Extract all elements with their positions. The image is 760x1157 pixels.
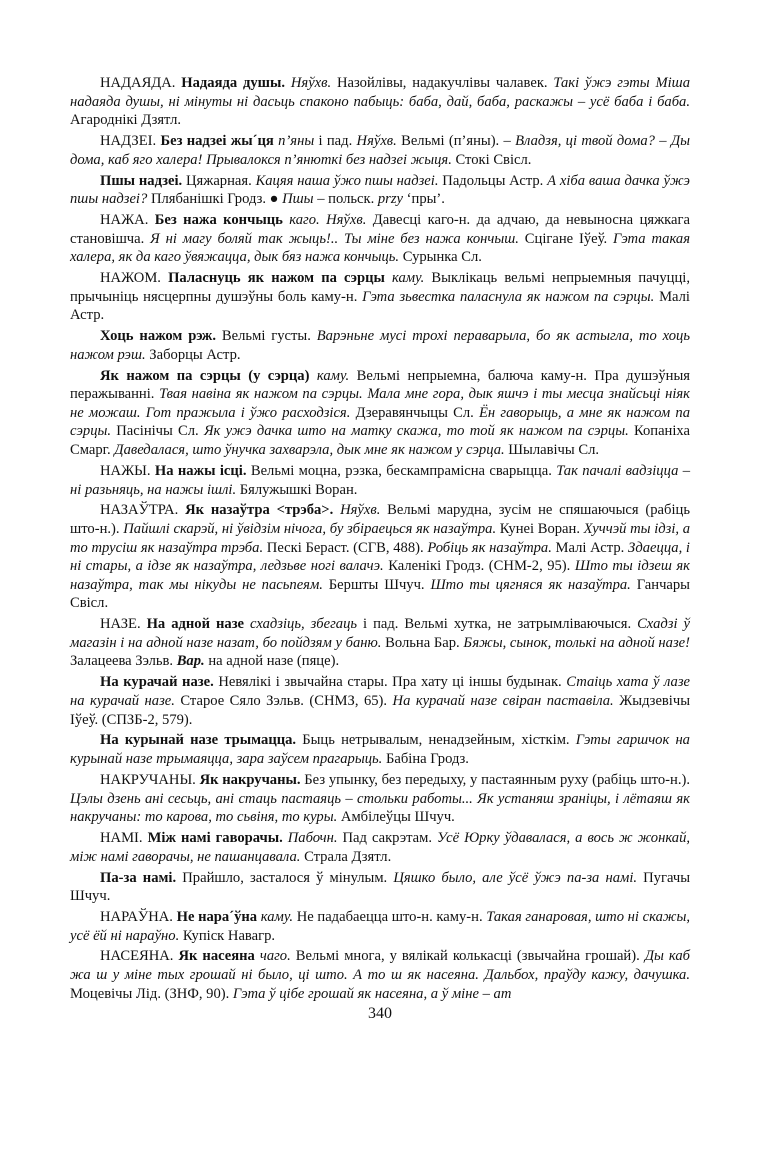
headword-phrase: Як назаўтра <трэба>. [185,502,334,519]
headword-phrase: Як насеяна [178,948,255,965]
italic-text: Няўхв. [290,75,332,91]
headword-phrase: Па-за намі. [100,869,177,886]
italic-text: Усё Юрку ўдавалася, а вось ж жонкай, між намі гаворачы, не пашанцавала. [70,830,691,865]
italic-text: Я ні магу боляй так жыць!.. Ты міне без нажа кончыш. [150,230,519,247]
dictionary-entry [70,615,690,671]
italic-text: Схадзі ў магазін і на адной назе назат, бо пойдзям у баню. [70,616,690,651]
italic-text: каму. [392,270,425,287]
dictionary-entry [70,501,690,613]
page-number: 340 [368,1005,392,1022]
italic-text: каму. [316,367,350,384]
entry-text: Моцевічы Лід. (ЗНФ, 90). [70,985,233,1002]
italic-text: Няўхв. [340,502,381,519]
entry-text: Дзеравянчыцы Сл. [350,404,479,421]
entry-text: Пасінічы Сл. [111,423,204,440]
entry-text: Страла Дзятл. [300,848,392,865]
italic-text: Такая ганаровая, што ні скажы, усё ёй ні нараўно. [70,908,690,944]
entry-text: Бершты Шчуч. [322,576,431,593]
headword-phrase: На курынай назе трымацца. [100,732,297,749]
italic-text: Гэта ў цібе грошай як насеяна, а ў міне – ат [232,985,512,1002]
entry-text: Сурынка Сл. [399,249,482,266]
entry-text: НАЖА. [100,212,155,229]
entry-text: Сцігане Іўеў. [518,230,614,247]
entry-text: Вельмі (п’яны). – [396,133,516,150]
italic-text: Хуччэй ты ідзі, а то трусіш як назаўтра трэба. [70,521,691,556]
entry-text: Невялікі і звычайна стары. Пра хату ці іншы будынак. [213,674,567,691]
entry-text: Вельмі многа, у вялікай колькасці (звычайна грошай). [290,948,645,965]
entry-text: і пад. [314,133,357,150]
italic-text: п’яны [278,133,315,150]
entry-text: Каленікі Гродз. (СНМ-2, 95). [383,558,575,575]
dictionary-entry [70,211,690,267]
dictionary-entry [70,269,690,325]
entry-text: Копаніха Смарг. [70,423,691,459]
italic-text: Як ужэ дачка што на матку скажа, то той як нажом па сэрцы. [203,423,629,440]
entry-text: на адной назе (пяце). [204,653,340,670]
italic-text: каго. Няўхв. [289,212,367,229]
entry-text: Давесці каго-н. да адчаю, да невыносна цяжкага становішча. [70,212,690,247]
headword-phrase: Без нажа кончыць [154,212,283,229]
entry-text: Малі Астр. [551,539,628,556]
entry-text: Вельмі моцна, рэзка, бескампрамісна сварыцца. [246,462,557,479]
entry-text: Ганчары Свісл. [70,576,690,612]
entry-text: Купіск Навагр. [179,927,276,944]
entry-text: НАДАЯДА. [100,75,182,91]
headword-phrase: Хоць нажом рэж. [100,328,217,345]
entry-text: Не падабаецца што-н. каму-н. [293,908,487,925]
entry-text: НАСЕЯНА. [100,948,179,965]
entry-text: Выклікаць вельмі непрыемныя пачуцці, прычыніць нясцерпны душэўны боль каму-н. [70,270,690,305]
entry-text: Прайшло, засталося ў мінулым. [176,869,394,886]
italic-text: Даведалася, што ўнучка захварэла, дык мне як нажом у сэрца. [114,442,505,459]
headword-phrase: Як нажом па сэрцы (у сэрца) [100,367,310,384]
dictionary-page-body [70,74,690,1006]
headword-phrase: На курачай назе. [100,674,214,691]
italic-text: Твая навіна як нажом па сэрцы. Мала мне гора, дык яшчэ і ты месца знайсьці ніяк не можаш. Гот пражыла і ўжо расходзіся. [70,386,690,421]
italic-text: Цэлы дзень ані сесьць, ані стаць пастаяць – стольки работы... Як устаняш зраніцы, і лётаяш як накручаны: то карова, то сьвіня, то куры. [70,790,690,826]
entry-text: НАЗАЎТРА. [100,502,186,519]
dictionary-entry [70,172,690,209]
entry-text: Кунеі Воран. [496,521,584,538]
italic-text: Няўхв. [356,133,397,150]
dictionary-entry [70,829,690,866]
variant-label: Вар. [176,653,205,670]
entry-text: Без упынку, без передыху, у пастаянным руху (рабіць што-н.). [300,771,690,788]
entry-text: НАМІ. [100,830,148,847]
dictionary-entry [70,771,690,827]
dictionary-entry [70,367,690,460]
dictionary-entry [70,947,690,1003]
entry-text: Жыдзевічы Іўеў. (СПЗБ-2, 579). [70,692,691,728]
entry-text: Пад сакрэтам. [337,830,438,847]
italic-text: Пшы [282,191,314,208]
entry-text: Старое Сяло Зэльв. (СНМЗ, 65). [174,692,393,709]
entry-text: Амбілеўцы Шчуч. [337,809,455,826]
entry-text: Пескі Бераст. (СГВ, 488). [263,539,428,556]
italic-text: А хіба ваша дачка ўжэ пшы надзеі? [70,172,690,208]
dictionary-entry [70,74,690,130]
entry-text: НАКРУЧАНЫ. [100,771,200,788]
entry-text: Цяжарная. [182,172,256,189]
entry-text: ‘пры’. [403,191,445,208]
italic-text: przy [377,191,404,208]
italic-text: каму. [260,908,294,925]
italic-text: Стаіць хата ў лазе на курачай назе. [70,674,691,709]
headword-phrase: На адной назе [146,616,245,633]
entry-text [309,368,316,384]
entry-text: Шылавічы Сл. [504,442,599,459]
headword-phrase: Без надзеі жы´ця [160,133,274,150]
entry-text: Бялужышкі Воран. [236,481,358,498]
italic-text: Цяшко было, але ўсё ўжэ па-за намі. [393,869,638,886]
headword-phrase: Паласнуць як нажом па сэрцы [168,270,385,287]
headword-phrase: Пшы надзеі. [100,172,183,189]
headword-phrase: Надаяда душы. [181,75,286,91]
italic-text: Так пачалі вадзіцца – ні разьняць, на нажы ішлі. [70,462,690,498]
headword-phrase: Між намі гаворачы. [147,830,283,847]
dictionary-entry [70,731,690,768]
entry-text: НАДЗЕІ. [100,133,161,150]
entry-text: Бабіна Гродз. [382,751,469,768]
entry-text: Вельмі густы. [216,328,317,345]
italic-text: Гэта зьвестка паласнула як нажом па сэрцы. [362,288,655,305]
dictionary-entry [70,132,690,169]
italic-text: Ды каб жа ш у міне тых грошай ні было, ці што. А то ш як насеяна. Дальбох, праўду кажу, дачушка. [70,948,691,984]
entry-text: Залацеева Зэльв. [70,653,177,670]
entry-text: Падольцы Астр. [438,172,548,189]
headword-phrase: Не нара´ўна [176,908,258,925]
italic-text: Гэта такая халера, як да каго ўвяжацца, дык бяз нажа кончыць. [70,230,691,266]
entry-text [385,270,392,286]
entry-text: Малі Астр. [70,288,690,324]
italic-text: Што ты цягняся як назаўтра. [430,576,631,593]
italic-text: Здаецца, і ні стары, а ідзе як назаўтра, ледзьве ногі валачэ. [70,539,690,575]
entry-text: Быць нетрывалым, ненадзейным, хісткім. [296,732,576,749]
italic-text: Ён гаворыць, а мне як нажом па сэрцы. [70,404,690,440]
italic-text: чаго. [259,948,291,965]
dictionary-entry [70,908,690,945]
italic-text: Гэты гаршчок на курынай назе трымаяцца, зара заўсем прагарыць. [70,732,690,768]
italic-text: схадзіць, збегаць [250,616,358,633]
entry-text: Пугачы Шчуч. [70,869,691,905]
headword-phrase: Як накручаны. [199,771,301,788]
entry-text: НАРАЎНА. [100,908,177,925]
dictionary-entry [70,869,690,906]
italic-text: Бяжы, сынок, толькі на адной назе! [463,634,690,651]
entry-text: Агароднікі Дзятл. [70,112,181,129]
headword-phrase: На нажы ісці. [154,462,247,479]
entry-text: НАЖОМ. [100,270,169,287]
italic-text: Што ты ідзеш як назаўтра, так мы нікуды не пасьпеям. [70,558,690,593]
italic-text: На курачай назе свіран паставіла. [392,692,614,709]
entry-text: НАЖЫ. [100,462,155,479]
entry-text: Вольна Бар. [381,634,464,651]
entry-text: і пад. Вельмі хутка, не затрымліваючыся. [357,616,638,633]
entry-text: Заборцы Астр. [145,346,241,363]
entry-text: Стокі Свісл. [451,151,532,168]
entry-text: – польск. [313,191,378,208]
entry-text: Плябанішкі Гродз. ● [147,191,283,208]
italic-text: Пабочн. [287,830,338,847]
entry-text: Вельмі марудна, зусім не спяшаючыся (рабіць што-н.). [70,502,690,538]
dictionary-entry [70,673,690,729]
italic-text: Такі ўжэ гэты Міша надаяда душы, ні мінуты ні дасьць спаконо пабыць: баба, дай, баба, раскажы – усё баба і баба. [70,75,690,110]
italic-text: Кацяя наша ўжо пшы надзеі. [255,172,439,189]
entry-text: Вельмі непрыемна, балюча каму-н. Пра душэўныя перажыванні. [70,367,690,403]
italic-text: Владзя, ці твой дома? – Ды дома, каб яго халера! Прывалокся п’янюткі без надзеі жыця. [70,133,690,168]
dictionary-entry [70,327,690,364]
italic-text: Робіць як назаўтра. [427,539,552,556]
italic-text: Пайшлі скарэй, ні ўвідзім нічога, бу збіраецься як назаўтра. [123,521,497,538]
entry-text: НАЗЕ. [100,616,147,633]
italic-text: Варэньне мусі трохі пераварыла, бо як астыгла, то хоць нажом рэш. [70,328,690,363]
entry-text: Назойлівы, надакучлівы чалавек. [331,75,554,91]
dictionary-entry [70,462,690,499]
